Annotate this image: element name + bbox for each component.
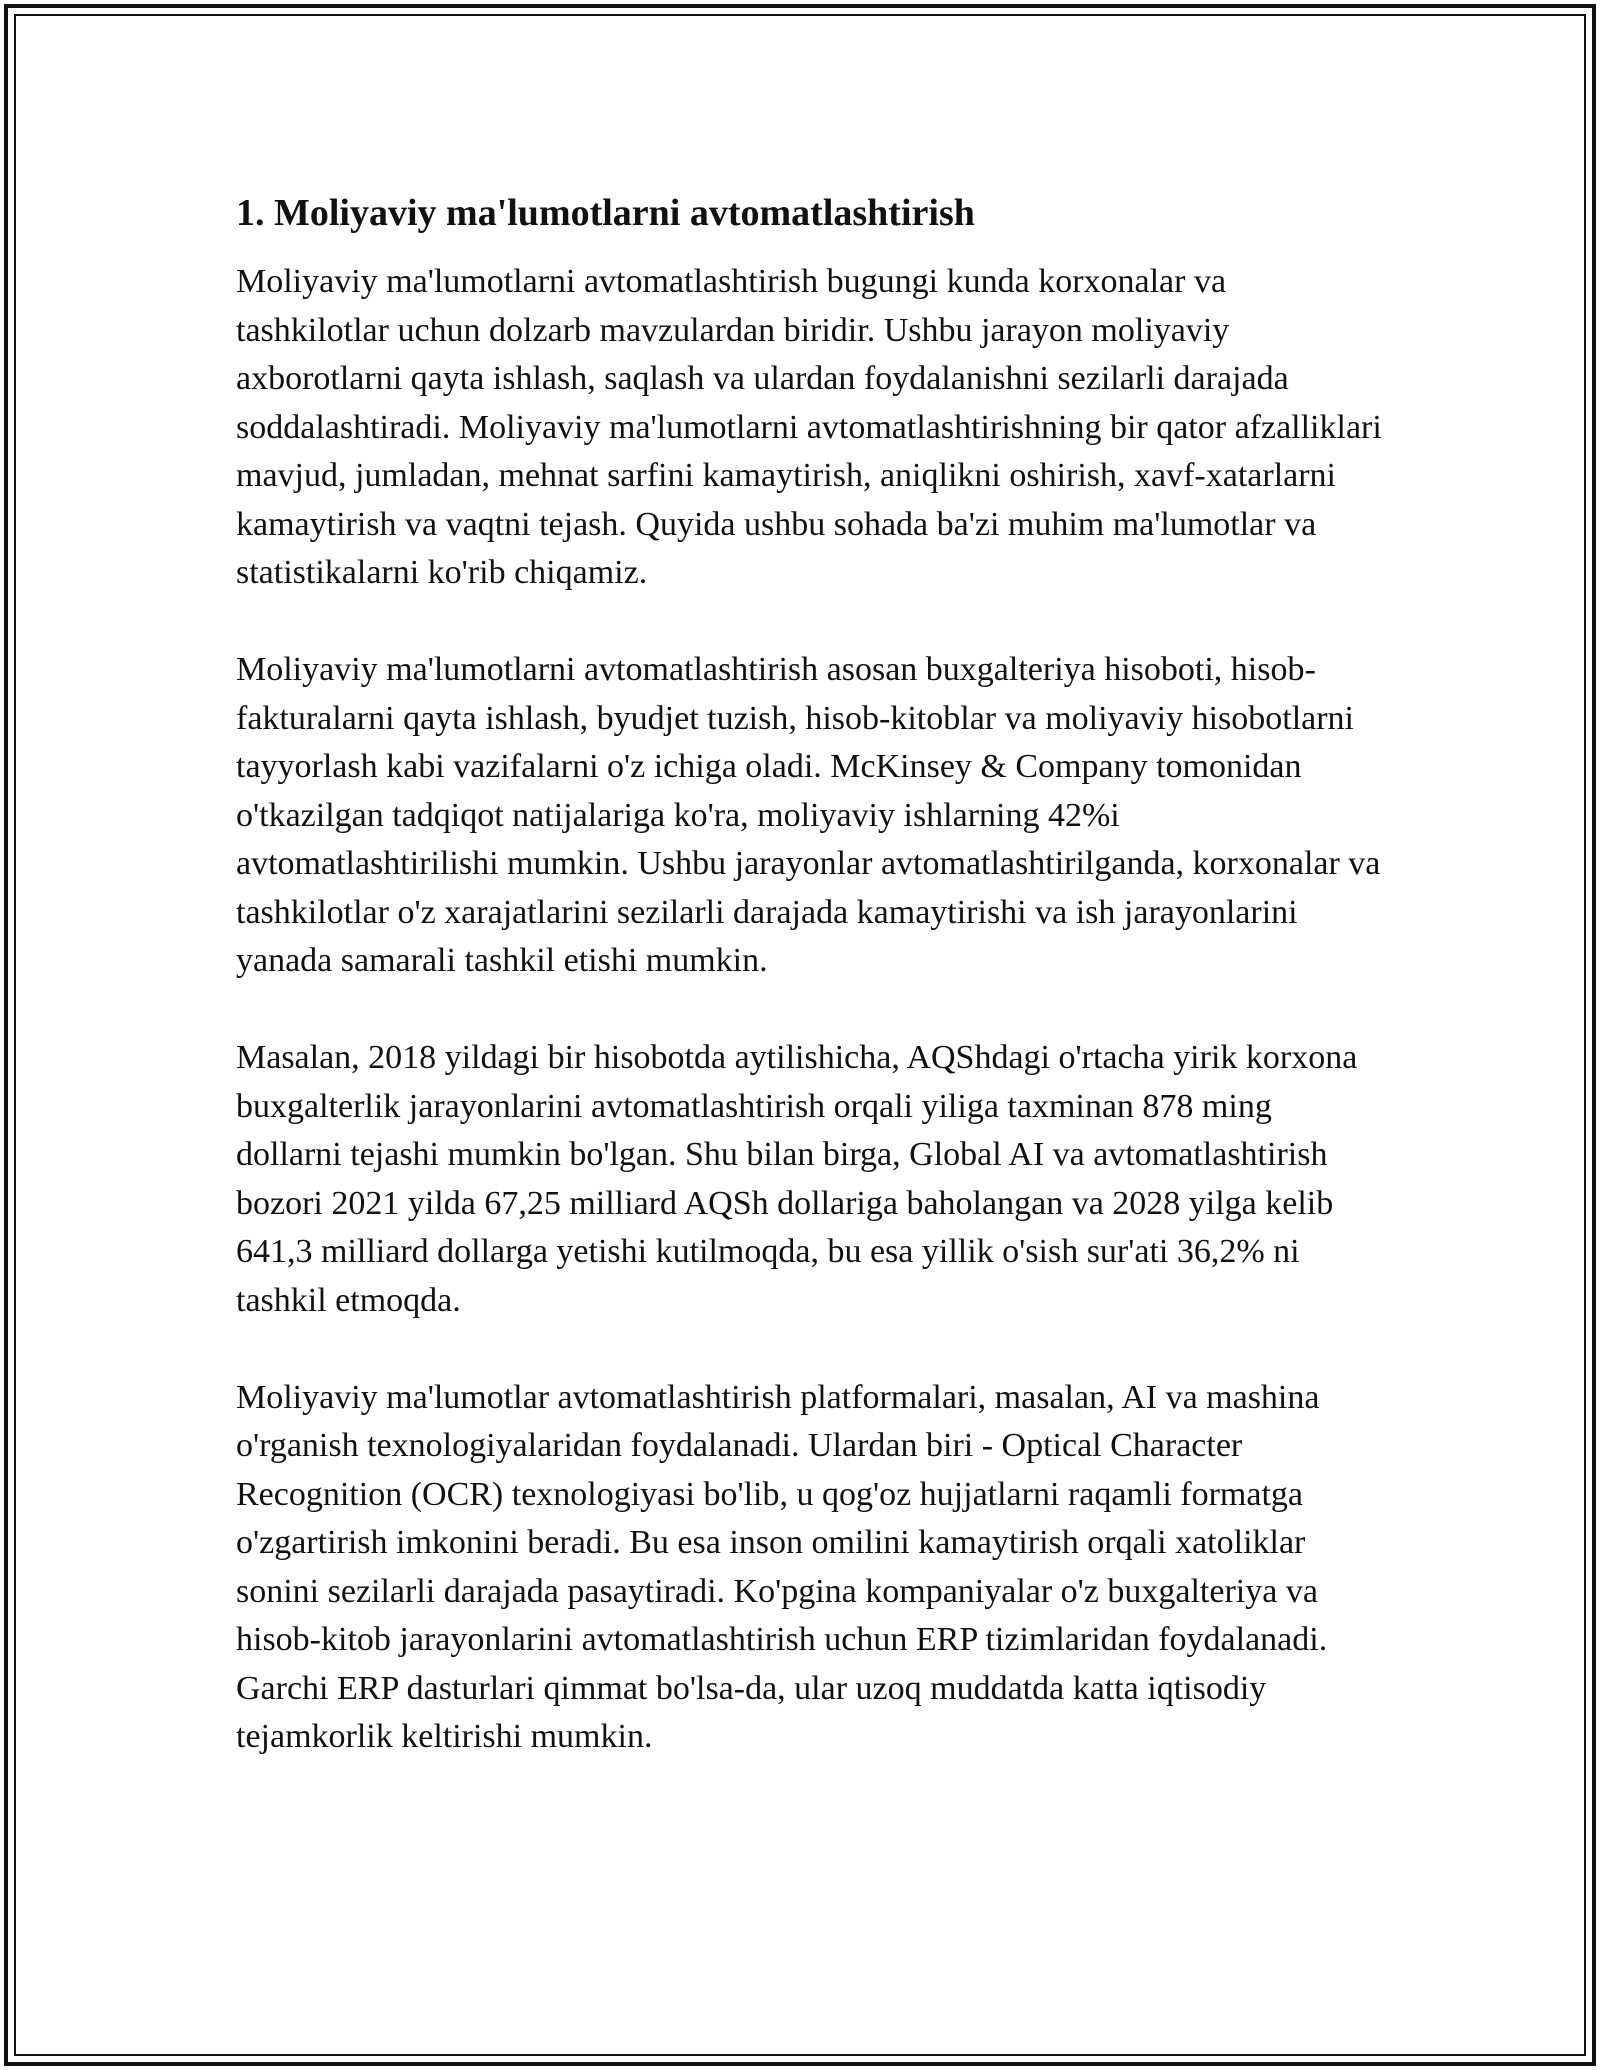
paragraph-statistics: Masalan, 2018 yildagi bir hisobotda aytilishicha, AQShdagi o'rtacha yirik korxona buxgalterlik jarayonlarini avtomatlashtirish orqali yiliga taxminan 878 ming dollarni tejashi mumkin bo'lgan. Shu bilan birga, Global AI va avtomatlashtirish bozori 2021 yilda 67,25 milliard AQSh dollariga baholangan va 2028 yilga kelib 641,3 milliard dollarga yetishi kutilmoqda, bu esa yillik o'sish sur'ati 36,2% ni tashkil etmoqda.	[236, 1039, 1358, 1319]
paragraph-scope: Moliyaviy ma'lumotlarni avtomatlashtirish asosan buxgalteriya hisoboti, hisob-fakturalarni qayta ishlash, byudjet tuzish, hisob-kitoblar va moliyaviy hisobotlarni tayyorlash kabi vazifalarni o'z ichiga oladi. McKinsey & Company tomonidan o'tkazilgan tadqiqot natijalariga ko'ra, moliyaviy ishlarning 42%i avtomatlashtirilishi mumkin. Ushbu jarayonlar avtomatlashtirilganda, korxonalar va tashkilotlar o'z xarajatlarini sezilarli darajada kamaytirishi va ish jarayonlarini yanada samarali tashkil etishi mumkin.	[236, 651, 1381, 979]
paragraph-technologies: Moliyaviy ma'lumotlar avtomatlashtirish platformalari, masalan, AI va mashina o'rganish texnologiyalaridan foydalanadi. Ulardan biri - Optical Character Recognition (OCR) texnologiyasi bo'lib, u qog'oz hujjatlarni raqamli formatga o'zgartirish imkonini beradi. Bu esa inson omilini kamaytirish orqali xatoliklar sonini sezilarli darajada pasaytiradi. Ko'pgina kompaniyalar o'z buxgalteriya va hisob-kitob jarayonlarini avtomatlashtirish uchun ERP tizimlaridan foydalanadi. Garchi ERP dasturlari qimmat bo'lsa-da, ular uzoq muddatda katta iqtisodiy tejamkorlik keltirishi mumkin.	[236, 1378, 1328, 1755]
document-body	[236, 186, 1386, 1810]
section-heading: 1. Moliyaviy ma'lumotlarni avtomatlashtirish	[236, 192, 975, 234]
paragraph-intro: Moliyaviy ma'lumotlarni avtomatlashtirish bugungi kunda korxonalar va tashkilotlar uchun dolzarb mavzulardan biridir. Ushbu jarayon moliyaviy axborotlarni qayta ishlash, saqlash va ulardan foydalanishni sezilarli darajada soddalashtiradi. Moliyaviy ma'lumotlarni avtomatlashtirishning bir qator afzalliklari mavjud, jumladan, mehnat sarfini kamaytirish, aniqlikni oshirish, xavf-xatarlarni kamaytirish va vaqtni tejash. Quyida ushbu sohada ba'zi muhim ma'lumotlar va statistikalarni ko'rib chiqamiz.	[236, 263, 1382, 591]
